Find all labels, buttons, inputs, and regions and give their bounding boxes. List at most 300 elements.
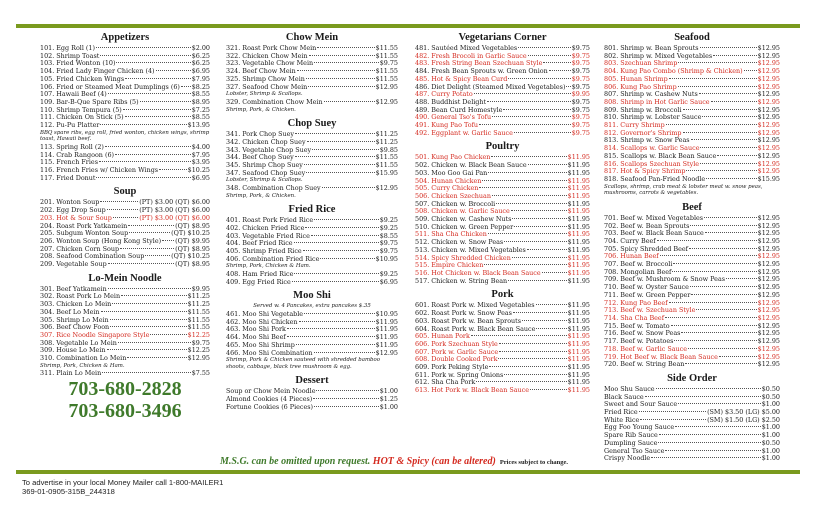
item-price: $12.95 (757, 97, 780, 106)
item-name: 208. Seafood Combination Soup (40, 252, 145, 261)
item-price: $12.95 (757, 213, 780, 222)
item-price: $12.95 (757, 306, 780, 315)
item-price: $1.25 (379, 395, 398, 404)
item-name: 343. Vegetable Chop Suey (226, 145, 312, 154)
item-name: 503. Moo Goo Gai Pan (415, 168, 488, 177)
item-price: $12.95 (757, 229, 780, 238)
item-name: 505. Curry Chicken (415, 184, 479, 193)
item-price: (QT) $10.25 (171, 229, 210, 238)
item-price: $8.55 (191, 90, 210, 99)
item-name: Sweet and Sour Sauce (604, 400, 678, 409)
dot-leader (105, 146, 191, 147)
dot-leader (504, 374, 566, 375)
item-price: $11.95 (567, 184, 590, 193)
dot-leader (665, 450, 760, 451)
item-name: 463. Moo Shi Pork (226, 325, 286, 334)
item-name: 344. Beef Chop Suey (226, 153, 294, 162)
item-price: (QT) $8.95 (175, 244, 210, 253)
item-price: $12.95 (187, 354, 210, 363)
dot-leader (125, 116, 191, 117)
item-name: 603. Roast Pork w. Bean Sprouts (415, 316, 521, 325)
dot-leader (543, 62, 570, 63)
item-name: 506. Chicken Szechuan (415, 191, 491, 200)
item-price: $8.95 (191, 97, 210, 106)
dot-leader (673, 263, 756, 264)
item-name: 106. Fried or Steamed Meat Dumplings (6) (40, 82, 180, 91)
item-name: 107. Hawaii Beef (4) (40, 90, 107, 99)
dot-leader (487, 101, 571, 102)
item-price: $1.00 (761, 446, 780, 455)
item-name: 713. Beef w. Szechuan Style (604, 306, 696, 315)
dot-leader (713, 55, 756, 56)
item-price: $11.95 (567, 161, 590, 170)
item-price: $11.55 (375, 74, 398, 83)
section-heading: Moo Shi (293, 290, 331, 302)
dot-leader (292, 281, 379, 282)
item-price: $11.95 (567, 238, 590, 247)
dot-leader (681, 332, 756, 333)
item-name: 490. General Tso's Tofu (415, 113, 492, 122)
item-price: $12.95 (757, 275, 780, 284)
item-name: 461. Moo Shi Vegetable (226, 310, 304, 319)
item-name: 507. Chicken w. Broccoli (415, 199, 496, 208)
item-name: 487. Curry Potato (415, 90, 473, 99)
item-name: 488. Buddhist Delight (415, 97, 487, 106)
dot-leader (479, 187, 566, 188)
item-name: 403. Vegetable Fried Rice (226, 231, 310, 240)
item-name: 329. Combination Chow Mein (226, 97, 323, 106)
item-price: (SM) $1.50 (LG) $2.50 (707, 415, 780, 424)
item-price: $9.85 (379, 145, 398, 154)
item-price: $12.95 (757, 298, 780, 307)
dot-leader (511, 210, 567, 211)
dot-leader (744, 70, 757, 71)
dot-leader (657, 240, 757, 241)
dot-leader (512, 257, 567, 258)
dot-leader (492, 116, 571, 117)
dot-leader (527, 249, 567, 250)
item-price: $12.95 (757, 113, 780, 122)
item-name: 204. Roast Pork Yatkamein (40, 221, 128, 230)
dot-leader (700, 147, 756, 148)
dot-leader (717, 155, 756, 156)
dot-leader (719, 356, 757, 357)
dot-leader (659, 434, 761, 435)
dot-leader (479, 124, 571, 125)
menu-item (226, 185, 398, 193)
item-price: $11.25 (187, 292, 210, 301)
item-price: $12.95 (757, 74, 780, 83)
item-price: $9.25 (379, 216, 398, 225)
item-note: Shrimp, Pork, & Chicken. (226, 192, 296, 199)
section-heading: Chop Suey (287, 118, 337, 130)
dot-leader (678, 86, 757, 87)
dot-leader (512, 218, 566, 219)
dot-leader (299, 321, 375, 322)
dot-leader (306, 172, 374, 173)
item-name: 818. Seafood Pan-Fried Noodle (604, 174, 706, 183)
menu-item (40, 355, 210, 363)
item-price: $1.00 (761, 431, 780, 440)
item-note: Lobster, Shrimp & Scallops. (226, 177, 303, 184)
menu-item (226, 84, 398, 92)
item-name: 202. Egg Drop Soup (40, 206, 106, 215)
item-name: 105. Fried Chicken Wings (40, 74, 125, 83)
dot-leader (711, 101, 757, 102)
item-name: 702. Beef w. Bean Sprouts (604, 221, 690, 230)
item-price: $9.75 (379, 59, 398, 68)
item-name: Moo Shu Sauce (604, 384, 655, 393)
dot-leader (508, 78, 570, 79)
item-price: $12.95 (757, 283, 780, 292)
item-price: $11.95 (567, 324, 590, 333)
item-price: $9.75 (571, 44, 590, 52)
item-price: $11.95 (567, 245, 590, 254)
dot-leader (482, 180, 566, 181)
item-price: $12.95 (757, 82, 780, 91)
dot-leader (660, 255, 757, 256)
item-price: (QT) $9.95 (175, 236, 210, 245)
item-price: $11.55 (375, 51, 398, 60)
dot-leader (685, 363, 756, 364)
item-price: $10.25 (187, 166, 210, 175)
item-name: 113. Spring Roll (2) (40, 142, 104, 151)
item-price: $9.75 (571, 82, 590, 91)
item-name: 611. Pork w. Spring Onions (415, 370, 504, 379)
section-heading: Chow Mein (285, 32, 339, 43)
item-name: 325. Shrimp Chow Mein (226, 74, 305, 83)
item-name: 306. Beef Chow Foon (40, 323, 110, 332)
item-name: 345. Shrimp Chop Suey (226, 160, 303, 169)
dot-leader (127, 357, 186, 358)
item-price: $12.95 (757, 136, 780, 145)
item-name: 708. Mongolian Beef (604, 267, 672, 276)
dot-leader (314, 352, 375, 353)
dot-leader (669, 78, 757, 79)
item-price: $12.95 (757, 221, 780, 230)
item-name: 606. Pork Szechuan Style (415, 339, 498, 348)
dot-leader (96, 47, 191, 48)
item-price: $15.95 (757, 174, 780, 183)
bottom-rule (16, 470, 800, 474)
item-price: $7.95 (191, 150, 210, 159)
phone-number: 703-680-2828 (68, 378, 182, 401)
menu-item (415, 387, 590, 395)
dot-leader (683, 109, 757, 110)
dot-leader (287, 328, 375, 329)
section-heading: Poultry (485, 141, 520, 153)
item-price: $0.50 (761, 384, 780, 393)
item-note: Shrimp, Pork, Chicken & Ham. (226, 263, 311, 270)
dot-leader (488, 172, 566, 173)
item-price: $1.00 (379, 402, 398, 411)
item-price: $8.55 (191, 113, 210, 122)
dot-leader (702, 116, 756, 117)
dot-leader (530, 389, 567, 390)
item-name: 348. Combination Chop Suey (226, 183, 321, 192)
item-price: $11.95 (567, 370, 590, 379)
item-price: (QT) $8.95 (175, 260, 210, 269)
item-name: 718. Beef w. Garlic Sauce (604, 344, 688, 353)
menu-item (226, 350, 398, 358)
dot-leader (499, 351, 566, 352)
item-price: $7.25 (191, 105, 210, 114)
dot-leader (691, 294, 756, 295)
item-name: 817. Hot & Spicy Shrimp (604, 167, 686, 176)
item-name: Spare Rib Sauce (604, 431, 658, 440)
dot-leader (656, 388, 761, 389)
item-price: $11.95 (567, 301, 590, 310)
item-name: 704. Curry Beef (604, 236, 656, 245)
item-name: 103. Fried Wonton (10) (40, 59, 116, 68)
item-price: $12.95 (757, 352, 780, 361)
item-price: $11.95 (567, 191, 590, 200)
item-name: 816. Scallops Szechuan Style (604, 159, 700, 168)
menu-item (415, 130, 590, 138)
dot-leader (322, 187, 375, 188)
dot-leader (566, 86, 570, 87)
menu-item (604, 455, 780, 463)
dot-leader (683, 132, 757, 133)
dot-leader (674, 340, 756, 341)
item-price: $12.95 (757, 44, 780, 52)
dot-leader (294, 242, 379, 243)
dot-leader (121, 295, 187, 296)
dot-leader (108, 263, 174, 264)
item-price: $11.95 (567, 347, 590, 356)
item-price: $12.95 (757, 313, 780, 322)
msg-notice: M.S.G. can be omitted upon request. HOT & Spicy (can be altered) Prices subject to change. (220, 456, 569, 467)
item-name: 512. Chicken w. Snow Peas (415, 238, 504, 247)
item-price: $11.95 (375, 333, 398, 342)
item-name: Crispy Noodle (604, 454, 651, 463)
dot-leader (474, 93, 571, 94)
menu-item (40, 261, 210, 269)
item-name: 481. Sautéed Mixed Vegetables (415, 44, 518, 52)
item-price: $8.25 (191, 82, 210, 91)
item-price: $12.95 (757, 105, 780, 114)
dot-leader (113, 217, 138, 218)
dot-leader (115, 154, 191, 155)
dot-leader (125, 78, 191, 79)
item-name: 109. Bar-B-Que Spare Ribs (5) (40, 97, 139, 106)
dot-leader (639, 411, 706, 412)
section-heading: Side Order (667, 372, 717, 384)
item-name: 104. Fried Lady Finger Chicken (4) (40, 67, 155, 76)
section-heading: Soup (113, 186, 137, 198)
dot-leader (513, 312, 567, 313)
menu-column-4 (604, 32, 780, 463)
dot-leader (118, 342, 191, 343)
item-name: 802. Shrimp w. Mixed Vegetables (604, 51, 713, 60)
dot-leader (129, 232, 170, 233)
dot-leader (498, 358, 566, 359)
item-name: 807. Shrimp w. Cashew Nuts (604, 90, 698, 99)
dot-leader (295, 156, 375, 157)
footer (22, 478, 223, 496)
item-price: $11.55 (375, 153, 398, 162)
item-price: $11.55 (375, 160, 398, 169)
dot-leader (669, 302, 757, 303)
item-price: $11.95 (567, 332, 590, 341)
menu-item (40, 175, 210, 183)
dot-leader (307, 141, 375, 142)
item-name: 712. Kung Pao Beef (604, 298, 668, 307)
dot-leader (123, 109, 191, 110)
item-price: $9.75 (571, 121, 590, 130)
item-name: 491. Kung Pao Tofu (415, 121, 479, 130)
item-price: $9.25 (379, 270, 398, 279)
dot-leader (287, 336, 375, 337)
item-name: 464. Moo Shi Beef (226, 333, 286, 342)
item-name: 466. Moo Shi Combination (226, 348, 313, 357)
item-name: White Rice (604, 415, 640, 424)
item-price: $1.00 (761, 423, 780, 432)
item-name: 201. Wonton Soup (40, 198, 100, 207)
section-heading: Dessert (295, 375, 329, 387)
item-price: $11.95 (567, 316, 590, 325)
item-name: 720. Beef w. String Bean (604, 360, 685, 369)
item-name: Black Sauce (604, 392, 644, 401)
item-price: $6.95 (191, 173, 210, 182)
item-name: 517. Chicken w. String Bean (415, 276, 508, 285)
dot-leader (705, 232, 757, 233)
dot-leader (112, 303, 186, 304)
item-price: $6.25 (191, 59, 210, 68)
dot-leader (726, 278, 757, 279)
item-name: 805. Hunan Shrimp (604, 74, 668, 83)
item-price: $11.95 (567, 268, 590, 277)
item-price: $11.95 (567, 253, 590, 262)
menu-item (226, 256, 398, 264)
dot-leader (313, 398, 378, 399)
item-name: 323. Vegetable Chow Mein (226, 59, 314, 68)
item-price: $1.00 (761, 400, 780, 409)
dot-leader (678, 403, 761, 404)
dot-leader (499, 343, 567, 344)
item-name: 502. Chicken w. Black Bean Sauce (415, 161, 527, 170)
dot-leader (305, 227, 378, 228)
item-price: $12.95 (375, 97, 398, 106)
item-name: 715. Beef w. Tomato (604, 321, 670, 330)
item-name: 709. Beef w. Mushroom & Snow Peas (604, 275, 726, 284)
item-name: 719. Hot Beef w. Black Bean Sauce (604, 352, 718, 361)
dot-leader (686, 170, 756, 171)
dot-leader (156, 70, 191, 71)
dot-leader (645, 396, 761, 397)
dot-leader (690, 225, 756, 226)
item-price: $7.95 (191, 74, 210, 83)
item-name: 513. Chicken w. Mixed Vegetables (415, 245, 526, 254)
item-price: $12.95 (757, 90, 780, 99)
item-name: 203. Hot & Sour Soup (40, 213, 112, 222)
item-name: 482. Fresh Brocoli in Garlic Sauce (415, 51, 527, 60)
item-name: 401. Roast Pork Fried Rice (226, 216, 314, 225)
item-price: $12.95 (757, 167, 780, 176)
item-name: 110. Shrimp Tempura (5) (40, 105, 122, 114)
item-name: Dumpling Sauce (604, 438, 658, 447)
item-name: 814. Scallops w. Garlic Sauce (604, 144, 700, 153)
item-price: $12.95 (757, 121, 780, 130)
dot-leader (528, 55, 571, 56)
item-name: 485. Hot & Spicy Bean Curd (415, 74, 508, 83)
menu-column-2 (226, 32, 398, 412)
item-name: 409. Egg Fried Rice (226, 277, 291, 286)
item-note: Shrimp, Pork, Chicken & Ham. (40, 362, 125, 369)
dot-leader (665, 317, 757, 318)
item-price: $9.75 (571, 74, 590, 83)
dot-leader (484, 264, 566, 265)
dot-leader (471, 335, 567, 336)
advertise-line: To advertise in your local Money Mailer call 1-800-MAILER1 (22, 478, 224, 487)
dot-leader (110, 319, 187, 320)
item-price: $12.95 (757, 252, 780, 261)
item-name: 327. Seafood Chow Mein (226, 82, 308, 91)
item-name: General Tso Sauce (604, 446, 665, 455)
item-price: $12.95 (757, 321, 780, 330)
dot-leader (314, 219, 379, 220)
item-name: 701. Beef w. Mixed Vegetables (604, 213, 704, 222)
item-price: $1.00 (761, 454, 780, 463)
item-name: 486. Diet Delight (Steamed Mixed Vegetables) (415, 82, 566, 91)
item-name: 515. Empire Chicken (415, 261, 484, 270)
item-name: 207. Chicken Corn Soup (40, 244, 120, 253)
dot-leader (100, 124, 186, 125)
item-price: $8.55 (379, 231, 398, 240)
menu-column-3 (415, 32, 590, 395)
dot-leader (503, 109, 570, 110)
item-name: 402. Chicken Fried Rice (226, 223, 305, 232)
dot-leader (303, 250, 379, 251)
dot-leader (691, 139, 757, 140)
menu-item (226, 404, 398, 412)
item-name: 707. Beef w. Broccoli (604, 260, 673, 269)
item-price: $11.95 (567, 222, 590, 231)
dot-leader (688, 348, 757, 349)
item-name: 321. Roast Pork Chow Mein (226, 44, 317, 52)
menu-item (40, 370, 210, 378)
item-name: 605. Hunan Pork (415, 332, 470, 341)
dot-leader (108, 93, 191, 94)
item-price: $0.50 (761, 392, 780, 401)
dot-leader (488, 233, 567, 234)
section-heading: Beef (682, 201, 702, 213)
item-price: $12.25 (187, 346, 210, 355)
item-price: $12.95 (757, 59, 780, 68)
item-name: 511. Sha Cha Chicken (415, 230, 487, 239)
dot-leader (700, 47, 757, 48)
dot-leader (700, 163, 757, 164)
item-name: 612. Sha Cha Pork (415, 378, 476, 387)
menu-item (415, 278, 590, 286)
item-note: Scallops, shrimp, crab meat & lobster meat w. snow peas, mushrooms, carrots & vegetables. (604, 183, 763, 197)
dot-leader (704, 217, 757, 218)
dot-leader (549, 70, 571, 71)
dot-leader (689, 248, 757, 249)
item-price: $12.95 (757, 236, 780, 245)
section-heading: Vegetarians Corner (458, 32, 547, 43)
item-name: 310. Combination Lo Mein (40, 354, 127, 363)
item-price: $11.95 (567, 261, 590, 270)
item-name: 716. Beef w. Snow Peas (604, 329, 681, 338)
item-name: 714. Sha Cha Beef (604, 313, 665, 322)
item-price: $12.95 (757, 159, 780, 168)
item-price: $10.95 (375, 254, 398, 263)
item-price: $9.75 (191, 338, 210, 347)
dot-leader (306, 78, 375, 79)
dot-leader (309, 55, 375, 56)
item-price: $15.95 (375, 168, 398, 177)
